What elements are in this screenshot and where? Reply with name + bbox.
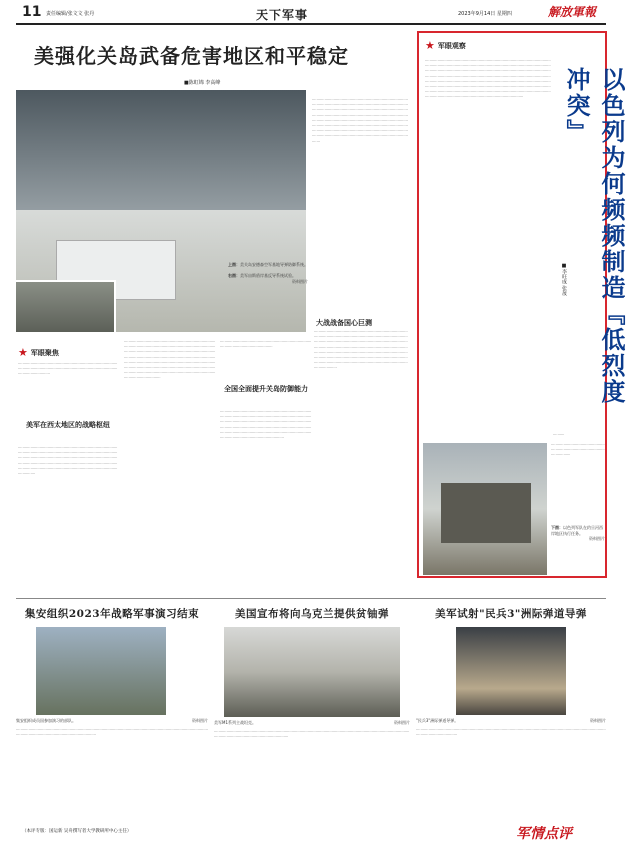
bottom-item-caption: "民兵3"洲际弹道导弹。 资料图片 [416, 718, 606, 723]
bottom-item-caption: 美军M1系列主战坦克。 资料图片 [214, 720, 410, 725]
editor-credit: 责任编辑/张文文 张丹 [46, 11, 95, 17]
bottom-item-body: ············································································································································································································································ [214, 729, 410, 739]
brand-corner-label: 军情点评 [516, 826, 572, 842]
star-icon: ★ [425, 39, 435, 52]
bottom-item-3 [416, 604, 606, 819]
bottom-item-title: 美军试射"民兵3"洲际弹道导弹 [435, 608, 587, 620]
page-header [0, 0, 620, 28]
mid-body-col-2: ······························································································································ [220, 340, 312, 350]
box-photo-vehicle [441, 483, 531, 543]
box-headline: 以色列为何频频制造『低烈度冲突』 [562, 67, 626, 405]
left-subhead: 美军在西太地区的战略枢纽 [26, 421, 110, 429]
bottom-item-title: 美国宣布将向乌克兰提供贫铀弹 [235, 608, 389, 620]
star-icon: ★ [18, 346, 28, 359]
mid-body-col-3: ········································································································································································································································································································································································································································································ [220, 410, 312, 441]
guam-photo [16, 90, 306, 332]
left-body: ·································································································································································································································································································································································································································································· [18, 446, 118, 477]
box-body-bottom: ··············································································································· [551, 443, 605, 458]
box-byline: ■李旺成 张晟 [561, 263, 567, 296]
main-subhead-1: 全国全面提升关岛防御能力 [224, 385, 308, 393]
main-headline: 美强化关岛武备危害地区和平稳定 [34, 44, 349, 68]
box-body-top: ························································································································································································································································································································································································································································································································································································································································································································································································································································································ [425, 59, 551, 100]
left-section-label: ★ 军眼聚焦 [18, 346, 59, 359]
bottom-item-1 [16, 604, 208, 819]
bottom-item-2 [214, 604, 410, 819]
commentary-box [417, 31, 626, 578]
photo-caption: 上图：美关岛安德森空军基地导弹防御系统。 右图：美军宙斯盾岸基反导系统试验。 资料图片 [228, 262, 308, 284]
newspaper-logo: 解放軍報 [548, 5, 597, 19]
bottom-item-title: 集安组织2023年战略军事演习结束 [24, 608, 200, 620]
box-photo-caption: 下图：以色列军队在约旦河西岸地区执行任务。 资料图片 [551, 525, 605, 541]
box-photo [423, 443, 547, 575]
mid-body-col-4: ·················································································································································································································································································································································································································································································································································································································· [314, 330, 408, 371]
main-subhead-2: 大战战备国心巨测 [316, 319, 372, 327]
bottom-item-caption: 集安组织成员国参加演习的部队。 资料图片 [16, 718, 208, 723]
bottom-item-photo [456, 627, 566, 715]
bottom-rule [16, 598, 606, 599]
left-body-top: ·········································································································································································································· [18, 362, 118, 377]
photo-sky [16, 90, 306, 220]
bottom-item-photo [224, 627, 400, 717]
box-body-col-2: ·········· [553, 433, 565, 437]
photo-inset [16, 280, 116, 332]
box-section-label: ★ 军眼观察 [425, 39, 466, 52]
issue-date: 2023年9月14日 星期四 [458, 11, 512, 17]
main-body-col-1: ······································································································································································································································································································································································································································································································································································································································································································· [312, 98, 408, 144]
page-number: 11 [22, 4, 42, 20]
bottom-item-body: ·············································································································································································································································· [16, 727, 208, 737]
header-rule [16, 23, 606, 25]
mid-body-col-1: ················································································································································································································································································································································································································································································································································································································ [124, 340, 216, 381]
footer-note: （本评专版：国运新 吴舟撰写者大学教研所中心主任） [22, 829, 132, 834]
bottom-item-body: ·········································································································································································································· [416, 727, 606, 737]
section-title: 天下军事 [256, 8, 309, 22]
main-byline: ■陈虹锦 李高峰 [184, 80, 221, 86]
brand-corner [508, 820, 606, 844]
bottom-item-photo [36, 627, 166, 715]
